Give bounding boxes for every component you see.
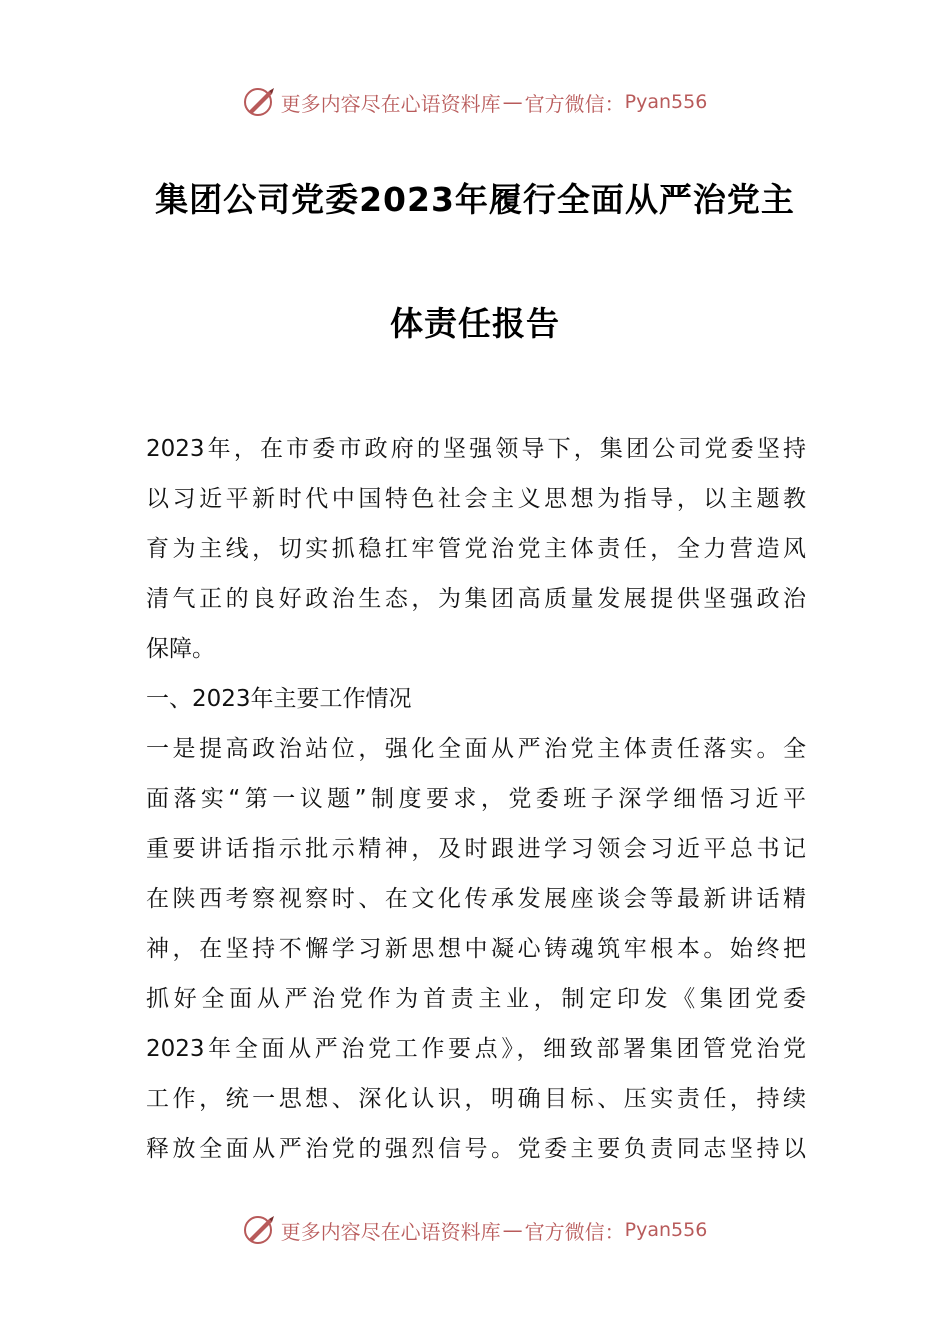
body-line: 育为主线，切实抓稳扛牢管党治党主体责任，全力营造风 (146, 536, 806, 562)
body-line: 清气正的良好政治生态，为集团高质量发展提供坚强政治 (146, 586, 806, 612)
watermark-dash: — (502, 90, 523, 114)
pen-logo-icon (243, 1213, 277, 1247)
body-line: 2023年全面从严治党工作要点》，细致部署集团管党治党 (146, 1036, 806, 1062)
watermark-wechat-label: 官方微信： (524, 1219, 625, 1244)
watermark-site-text: 更多内容尽在心语资料库 (280, 91, 501, 116)
pen-logo-icon (243, 85, 277, 119)
watermark-banner-bottom (0, 1210, 950, 1250)
body-line: 在陕西考察视察时、在文化传承发展座谈会等最新讲话精 (146, 886, 806, 912)
body-line: 面落实“第一议题”制度要求，党委班子深学细悟习近平 (146, 786, 806, 812)
body-line: 神，在坚持不懈学习新思想中凝心铸魂筑牢根本。始终把 (146, 936, 806, 962)
watermark-site-text: 更多内容尽在心语资料库 (280, 1219, 501, 1244)
body-line: 抓好全面从严治党作为首责主业，制定印发《集团党委 (146, 986, 806, 1012)
section-heading: 一、2023年主要工作情况 (146, 686, 412, 712)
body-line: 一是提高政治站位，强化全面从严治党主体责任落实。全 (146, 736, 806, 762)
body-line: 2023年，在市委市政府的坚强领导下，集团公司党委坚持 (146, 436, 806, 462)
watermark-wechat-id: Pyan556 (624, 91, 708, 113)
body-line: 工作，统一思想、深化认识，明确目标、压实责任，持续 (146, 1086, 806, 1112)
watermark-banner-top (0, 82, 950, 122)
body-line: 释放全面从严治党的强烈信号。党委主要负责同志坚持以 (146, 1136, 806, 1162)
document-body (146, 424, 806, 1174)
document-title-line-2: 体责任报告 (390, 304, 560, 343)
body-line: 重要讲话指示批示精神，及时跟进学习领会习近平总书记 (146, 836, 806, 862)
watermark-wechat-id: Pyan556 (624, 1219, 708, 1241)
body-line: 以习近平新时代中国特色社会主义思想为指导，以主题教 (146, 486, 806, 512)
watermark-dash: — (502, 1218, 523, 1242)
body-line: 保障。 (146, 636, 215, 662)
document-title-line-1: 集团公司党委2023年履行全面从严治党主 (155, 180, 795, 219)
watermark-wechat-label: 官方微信： (524, 91, 625, 116)
